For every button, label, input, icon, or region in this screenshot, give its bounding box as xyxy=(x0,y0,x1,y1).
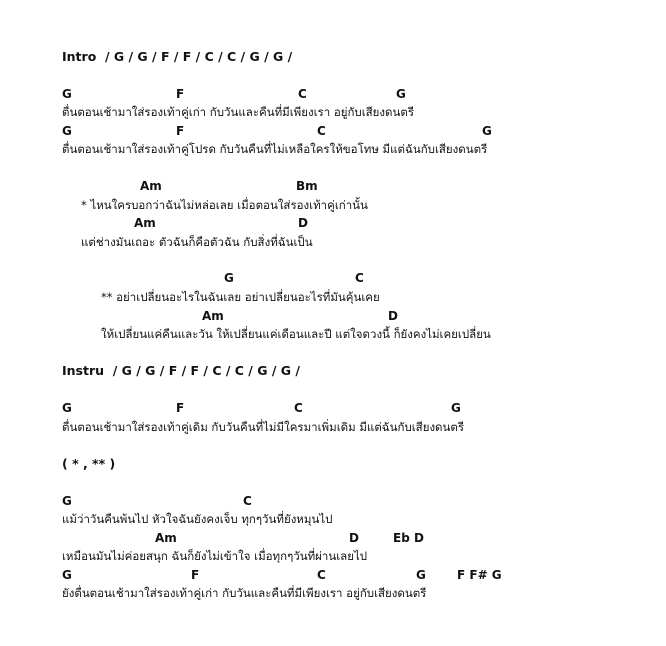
chord-label: Am xyxy=(202,309,224,323)
chord-label: Am xyxy=(134,216,156,230)
chord-label: F xyxy=(176,401,185,415)
chord-label: G xyxy=(416,568,426,582)
chorus-lyric-1: ** อย่าเปลี่ยนอะไรในฉันเลย อย่าเปลี่ยนอะไรที่มันคุ้นเคย xyxy=(101,290,380,304)
intro-line: Intro / G / G / F / F / C / C / G / G / xyxy=(62,49,293,64)
outro-lyric-3: ยังตื่นตอนเช้ามาใส่รองเท้าคู่เก่า กับวันและคืนที่มีเพียงเรา อยู่กับเสียงดนตรี xyxy=(62,586,427,600)
chord-label: Am xyxy=(140,179,162,193)
verse2-lyric-1: ตื่นตอนเช้ามาใส่รองเท้าคู่เดิม กับวันคืนที่ไม่มีใครมาเพิ่มเดิม มีแต่ฉันกับเสียงดนตรี xyxy=(62,420,465,434)
chord-label: C xyxy=(243,494,252,508)
chord-label: C xyxy=(355,271,364,285)
repeat-marker: ( * , ** ) xyxy=(62,456,116,471)
chord-label: Bm xyxy=(296,179,318,193)
chord-label: D xyxy=(298,216,308,230)
chord-label: G xyxy=(451,401,461,415)
chorus-lyric-2: ให้เปลี่ยนแค่คืนและวัน ให้เปลี่ยนแค่เดือนและปี แต่ใจดวงนี้ ก็ยังคงไม่เคยเปลี่ยน xyxy=(101,327,491,341)
chord-label: G xyxy=(482,124,492,138)
outro-lyric-2: เหมือนมันไม่ค่อยสนุก ฉันก็ยังไม่เข้าใจ เมื่อทุกๆวันที่ผ่านเลยไป xyxy=(62,549,368,563)
chord-label: F xyxy=(176,124,185,138)
chord-label: C xyxy=(298,87,307,101)
chord-label: C xyxy=(317,124,326,138)
instru-line: Instru / G / G / F / F / C / C / G / G / xyxy=(62,363,300,378)
outro-lyric-1: แม้ว่าวันคืนพ้นไป หัวใจฉันยังคงเจ็บ ทุกๆวันที่ยังหมุนไป xyxy=(62,512,333,526)
chord-label: C xyxy=(317,568,326,582)
chord-label: F F# G xyxy=(457,568,502,582)
chord-label: D xyxy=(349,531,359,545)
prechorus-lyric-2: แต่ช่างมันเถอะ ตัวฉันก็คือตัวฉัน กับสิ่งที่ฉันเป็น xyxy=(81,235,313,249)
chord-label: F xyxy=(191,568,200,582)
chord-label: Eb D xyxy=(393,531,424,545)
chord-label: D xyxy=(388,309,398,323)
chord-label: G xyxy=(62,494,72,508)
chord-label: C xyxy=(294,401,303,415)
verse1-lyric-1: ตื่นตอนเช้ามาใส่รองเท้าคู่เก่า กับวันและคืนที่มีเพียงเรา อยู่กับเสียงดนตรี xyxy=(62,105,415,119)
prechorus-lyric-1: * ไหนใครบอกว่าฉันไม่หล่อเลย เมื่อตอนใส่รองเท้าคู่เก่านั้น xyxy=(81,198,368,212)
verse1-lyric-2: ตื่นตอนเช้ามาใส่รองเท้าคู่โปรด กับวันคืนที่ไม่เหลือใครให้ขอโทษ มีแต่ฉันกับเสียงดนตรี xyxy=(62,142,488,156)
chord-label: F xyxy=(176,87,185,101)
chord-label: Am xyxy=(155,531,177,545)
chord-label: G xyxy=(62,401,72,415)
chord-label: G xyxy=(62,568,72,582)
chord-label: G xyxy=(224,271,234,285)
chord-label: G xyxy=(396,87,406,101)
chord-label: G xyxy=(62,87,72,101)
chord-label: G xyxy=(62,124,72,138)
